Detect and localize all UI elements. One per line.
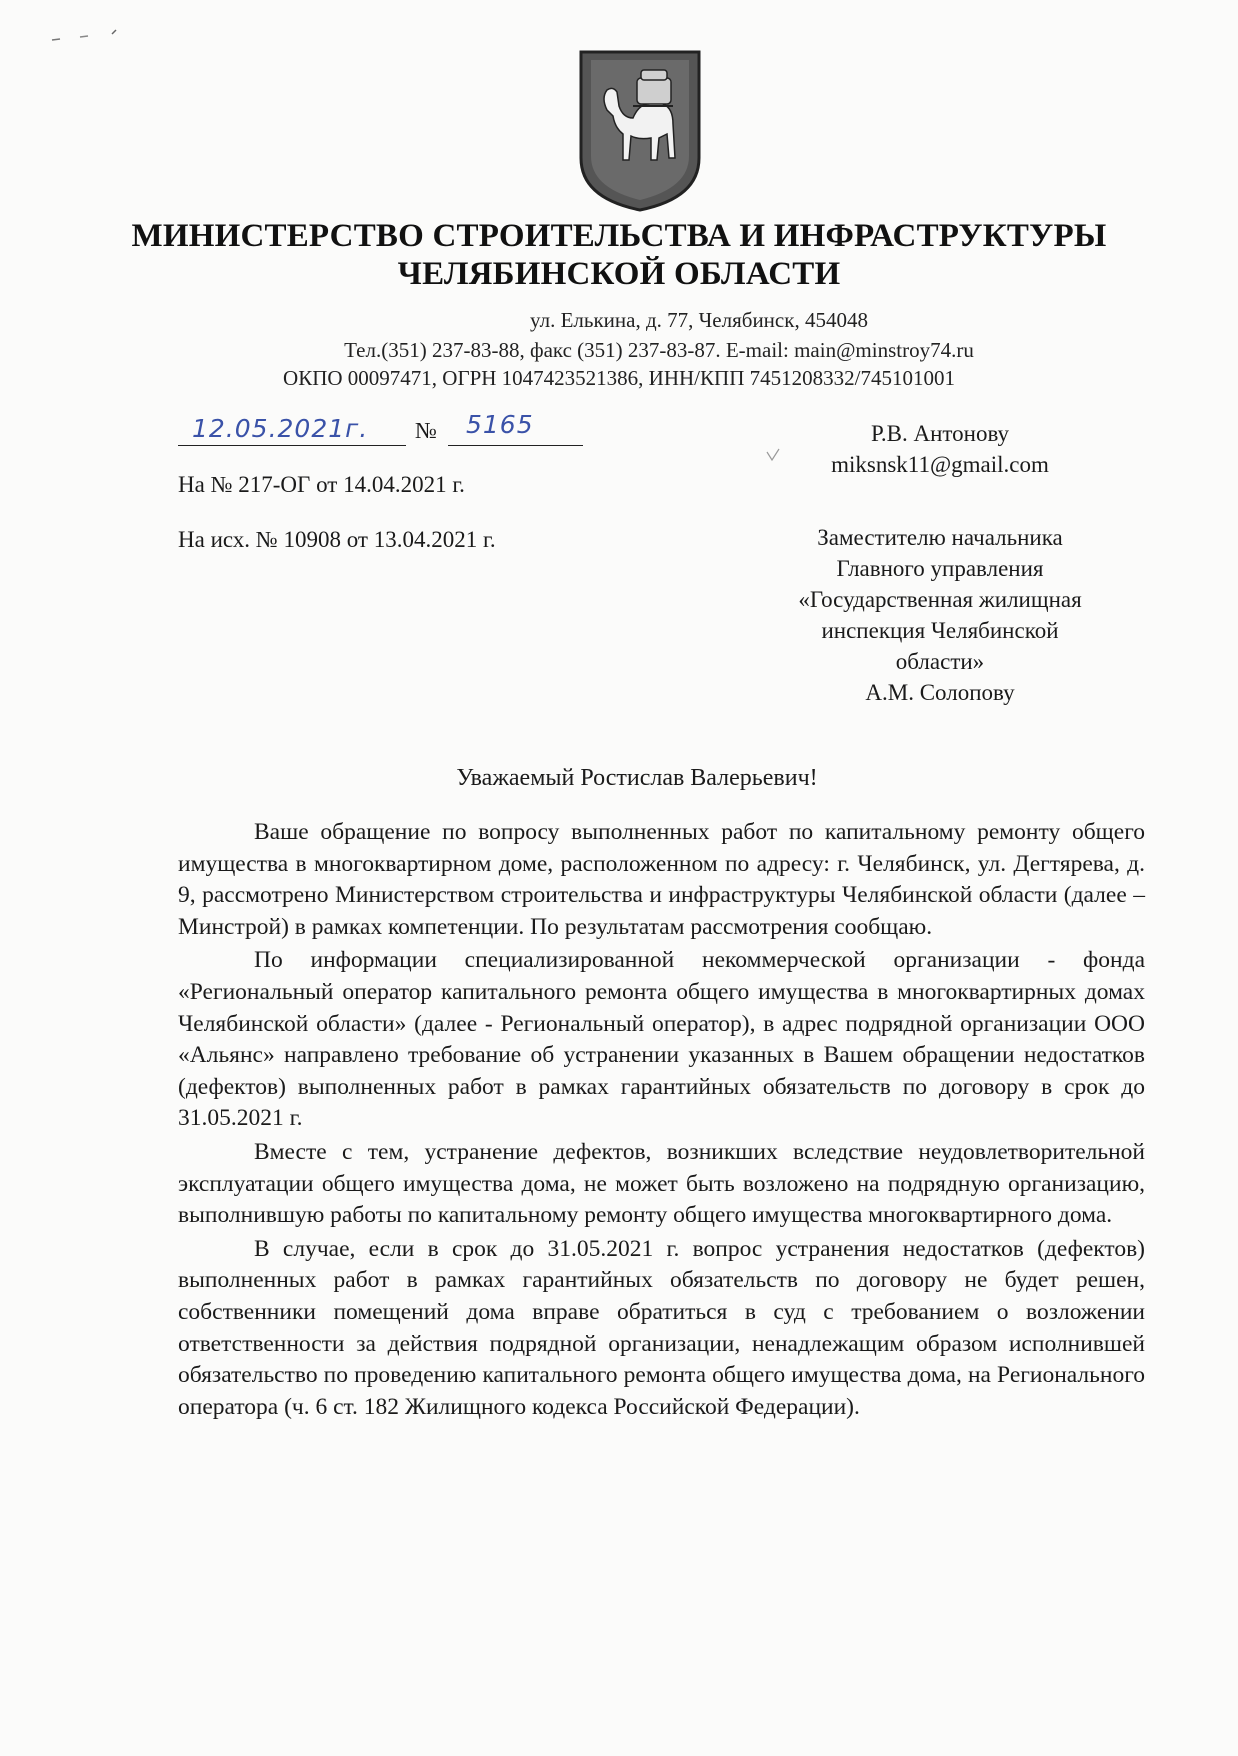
organization-ids: ОКПО 00097471, ОГРН 1047423521386, ИНН/КПП 7451208332/745101001 [283, 366, 955, 390]
organization-contacts: Тел.(351) 237-83-88, факс (351) 237-83-87. E-mail: main@minstroy74.ru [344, 338, 974, 362]
body-paragraph-1: Ваше обращение по вопросу выполненных работ по капитальному ремонту общего имущества в многоквартирном доме, расположенном по адресу: г. Челябинск, ул. Дегтярева, д. 9, рассмотрено Министерством строительства и инфраструктуры Челябинской области (далее – Минстрой) в рамках компетенции. По результатам рассмотрения сообщаю. [178, 819, 1145, 940]
organization-title-line1: МИНИСТЕРСТВО СТРОИТЕЛЬСТВА И ИНФРАСТРУКТУРЫ [131, 218, 1107, 254]
organization-title-line2: ЧЕЛЯБИНСКОЙ ОБЛАСТИ [397, 256, 841, 292]
addressee-block-1 [740, 418, 1140, 480]
outgoing-registration [178, 410, 588, 448]
body-paragraph-4: В случае, если в срок до 31.05.2021 г. вопрос устранения недостатков (дефектов) выполненных работ в рамках гарантийных обязательств по договору не будет решен, собственники помещений дома вправе обратиться в суд с требованием о возложении ответственности за действия подрядной организации, ненадлежащим образом исполнившей обязательство по проведению капитального ремонта общего имущества дома, на Регионального оператора (ч. 6 ст. 182 Жилищного кодекса Российской Федерации). [178, 1235, 1145, 1420]
coat-of-arms-icon [577, 48, 703, 214]
addressee-line: области» [895, 649, 985, 674]
addressee-name: Р.В. Антонову [870, 421, 1010, 446]
addressee-line: А.М. Солопову [865, 680, 1015, 705]
outgoing-date-handwritten: 12.05.2021г. [192, 414, 369, 443]
addressee-email: miksnsk11@gmail.com [831, 452, 1049, 477]
scan-speck-marks [50, 28, 130, 44]
number-sign: № [415, 418, 437, 443]
body-paragraph-2: По информации специализированной некоммерческой организации - фонда «Региональный оператор капитального ремонта общего имущества в многоквартирных домах Челябинской области» (далее - Региональный оператор), в адрес подрядной организации ООО «Альянс» направлено требование об устранении указанных в Вашем обращении недостатков (дефектов) выполненных работ в рамках гарантийных обязательств по договору в срок до 31.05.2021 г. [178, 947, 1145, 1132]
addressee-block-2 [740, 522, 1140, 708]
reference-line-1: На № 217-ОГ от 14.04.2021 г. [178, 472, 465, 497]
outgoing-number-handwritten: 5165 [466, 410, 534, 439]
reference-line-2: На исх. № 10908 от 13.04.2021 г. [178, 527, 496, 552]
number-underline [448, 445, 583, 447]
organization-address: ул. Елькина, д. 77, Челябинск, 454048 [530, 308, 868, 332]
addressee-line: Главного управления [836, 556, 1044, 581]
letter-body [178, 817, 1145, 1425]
body-paragraph-3: Вместе с тем, устранение дефектов, возникших вследствие неудовлетворительной эксплуатации общего имущества дома, не может быть возложено на подрядную организацию, выполнившую работы по капитальному ремонту общего имущества многоквартирного дома. [178, 1138, 1145, 1229]
addressee-line: инспекция Челябинской [821, 618, 1059, 643]
addressee-line: «Государственная жилищная [798, 587, 1082, 612]
greeting: Уважаемый Ростислав Валерьевич! [456, 765, 818, 791]
date-underline [178, 445, 406, 447]
addressee-line: Заместителю начальника [817, 525, 1063, 550]
